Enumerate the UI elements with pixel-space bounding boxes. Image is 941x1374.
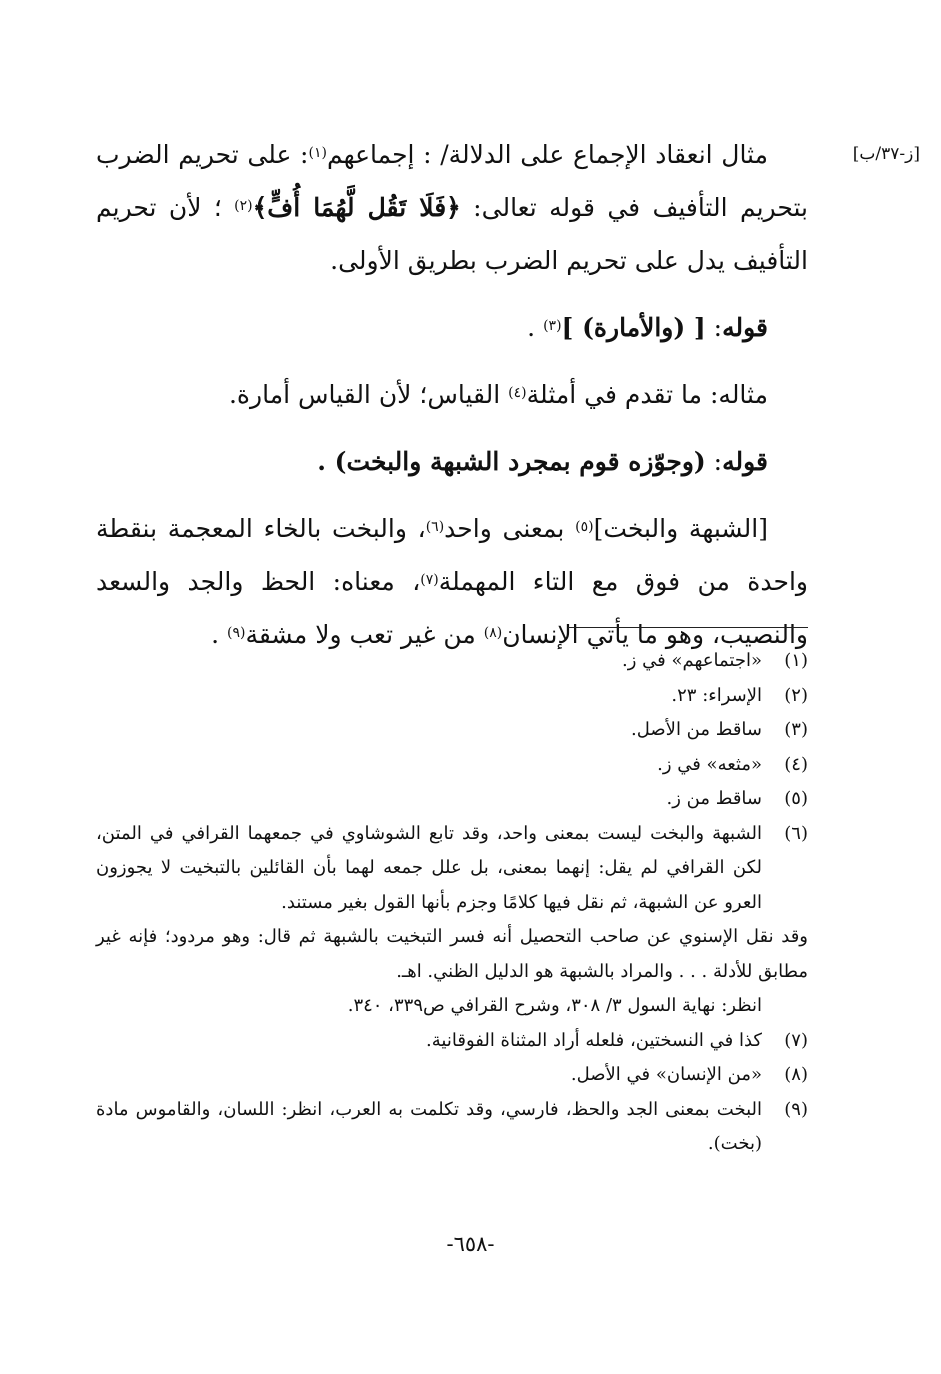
p5-text-c: ، والبخت بالخاء المعجمة بنقطة واحدة من فوق مع التاء المهملة bbox=[96, 514, 808, 596]
footnote-8 bbox=[96, 1058, 808, 1093]
p3-text-b: القياس؛ لأن القياس أمارة. bbox=[228, 380, 509, 409]
paragraph-mithaluhu bbox=[96, 368, 808, 421]
footnote-text: «مثعه» في ز. bbox=[657, 753, 762, 775]
footnote-ref-5[interactable]: (٥) bbox=[575, 519, 594, 535]
footnote-3 bbox=[96, 713, 808, 748]
footnote-ref-9[interactable]: (٩) bbox=[227, 625, 246, 641]
footnote-text: الإسراء: ٢٣. bbox=[671, 684, 762, 706]
footnote-6-references: انظر: نهاية السول ٣/ ٣٠٨، وشرح القرافي ص٣٣٩، ٣٤٠. bbox=[347, 995, 762, 1016]
p5-text-d: ، معناه: الحظ والجد والسعد والنصيب، وهو ما يأتي الإنسان bbox=[96, 567, 808, 649]
footnote-text: كذا في النسختين، فلعله أراد المثناة الفوقانية. bbox=[426, 1029, 762, 1051]
p2-end: . bbox=[527, 313, 544, 342]
footnote-text: «اجتماعهم» في ز. bbox=[622, 650, 762, 671]
paragraph-ijma-example bbox=[96, 128, 808, 287]
footnote-separator bbox=[568, 627, 808, 628]
p3-text-a: مثاله: ما تقدم في أمثلة bbox=[526, 380, 768, 409]
footnote-number: (٤) bbox=[784, 753, 808, 775]
footnote-1 bbox=[96, 644, 808, 679]
qawluhu-label-2: قوله bbox=[722, 447, 768, 476]
p2-colon: : bbox=[705, 313, 723, 342]
footnote-ref-8[interactable]: (٨) bbox=[483, 625, 503, 641]
footnote-number: (٧) bbox=[784, 1029, 808, 1051]
footnote-number: (٨) bbox=[784, 1064, 808, 1085]
footnote-9 bbox=[96, 1093, 808, 1162]
p5-text-e: من غير تعب ولا مشقة bbox=[245, 620, 484, 649]
footnote-text: ساقط من الأصل. bbox=[631, 719, 762, 740]
manuscript-folio-marker: [ز-٣٧/ب] bbox=[852, 144, 920, 164]
p1-text-a: مثال انعقاد الإجماع على الدلالة/ : إجماعهم bbox=[326, 140, 768, 169]
footnote-ref-1[interactable]: (١) bbox=[308, 145, 327, 161]
footnote-ref-4[interactable]: (٤) bbox=[508, 385, 527, 401]
p5-text-b: بمعنى واحد bbox=[444, 514, 576, 543]
footnote-text: «من الإنسان» في الأصل. bbox=[570, 1064, 762, 1085]
main-text bbox=[96, 128, 808, 661]
p1-text-c: ؛ لأن تحريم التأفيف يدل على تحريم الضرب بطريق الأولى. bbox=[96, 193, 808, 275]
footnote-ref-7[interactable]: (٧) bbox=[420, 572, 439, 588]
footnote-number: (١) bbox=[784, 650, 808, 671]
footnote-number: (٥) bbox=[784, 788, 808, 809]
footnote-ref-6[interactable]: (٦) bbox=[425, 519, 445, 535]
footnote-7 bbox=[96, 1024, 808, 1059]
paragraph-qawluhu-amara bbox=[96, 301, 808, 354]
footnote-ref-2[interactable]: (٢) bbox=[234, 198, 253, 214]
footnote-number: (٢) bbox=[784, 684, 808, 706]
footnote-2 bbox=[96, 679, 808, 714]
p2-quoted-text: [ (والأمارة) ] bbox=[561, 313, 706, 342]
paragraph-qawluhu-shubha bbox=[96, 435, 808, 488]
footnote-text: الشبهة والبخت ليست بمعنى واحد، وقد تابع الشوشاوي في جمعهما القرافي في المتن، لكن القرافي لم يقل: إنهما بمعنى، بل علل جمعه لهما بأن القائلين بالتبخيت لا يجوزون العرو عن الشبهة، ثم نقل فيها كلامًا وجزم بأنها القول بغير مستند. bbox=[96, 822, 762, 913]
page-number: -٦٥٨- bbox=[446, 1232, 495, 1256]
p1-text-b: : على تحريم الضرب بتحريم التأفيف في قوله تعالى: bbox=[96, 140, 808, 222]
footnote-ref-3[interactable]: (٣) bbox=[543, 318, 562, 334]
quran-verse: ﴿فَلَا تَقُل لَّهُمَا أُفٍّ﴾ bbox=[252, 193, 461, 222]
footnote-text: البخت بمعنى الجد والحظ، فارسي، وقد تكلمت به العرب، انظر: اللسان، والقاموس مادة (بخت). bbox=[96, 1098, 762, 1154]
p5-end: . bbox=[211, 620, 228, 649]
footnote-number: (٦) bbox=[784, 822, 808, 844]
footnote-number: (٩) bbox=[784, 1098, 808, 1120]
footnote-number: (٣) bbox=[784, 719, 808, 740]
footnote-4 bbox=[96, 748, 808, 783]
footnote-text: ساقط من ز. bbox=[666, 788, 762, 809]
footnotes bbox=[96, 644, 808, 1162]
qawluhu-label: قوله bbox=[722, 313, 768, 342]
footnote-5 bbox=[96, 782, 808, 817]
p5-text-a: [الشبهة والبخت] bbox=[593, 514, 769, 543]
p4-quoted-text: (وجوّزه قوم بمجرد الشبهة والبخت) . bbox=[317, 447, 706, 476]
paragraph-bakht-definition bbox=[96, 502, 808, 661]
footnote-6 bbox=[96, 817, 808, 921]
footnote-6-continuation: وقد نقل الإسنوي عن صاحب التحصيل أنه فسر التبخيت بالشبهة ثم قال: وهو مردود؛ فإنه غير مطابق للأدلة . . . والمراد بالشبهة هو الدليل الظني. اهـ. bbox=[96, 926, 808, 982]
p4-colon: : bbox=[705, 447, 723, 476]
